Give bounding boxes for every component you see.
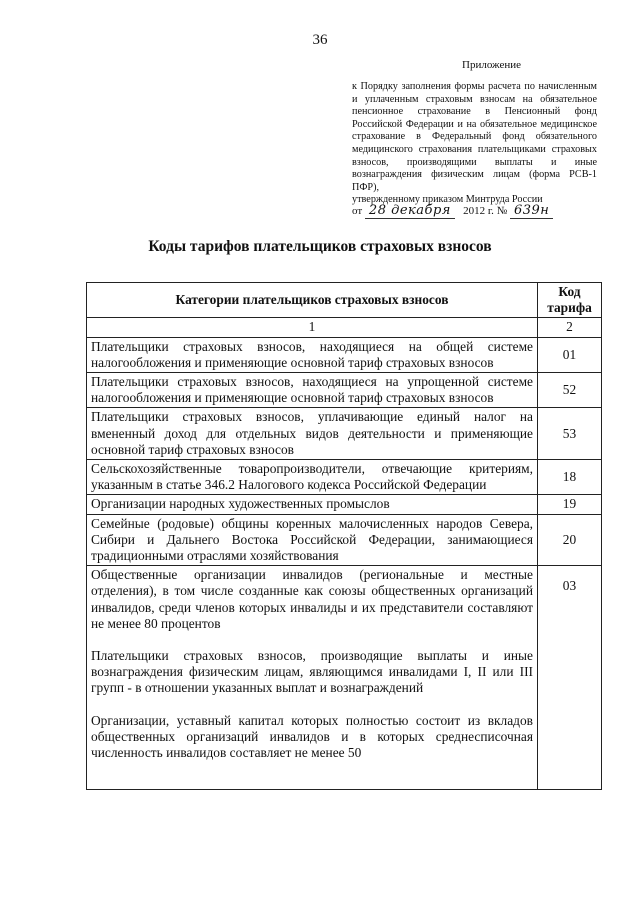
order-reference-text: к Порядку заполнения формы расчета по начисленным и уплаченным страховым взносам на обязательное пенсионное страхование в Пенсионный фонд Российской Федерации и на обязательное медицинское страхование в Федеральный фонд обязательного медицинского страхования плательщиками страховых взносов, производящими выплаты и иные вознаграждения физическим лицам (форма РСВ-1 ПФР), xyxy=(352,81,597,193)
number-sign: № xyxy=(496,205,508,217)
table-row-continued xyxy=(87,566,602,790)
handwritten-order-number: 639н xyxy=(510,203,553,219)
order-approved-by: утвержденному приказом Минтруда России xyxy=(352,194,543,206)
date-prefix: от xyxy=(352,205,363,217)
tariff-codes-table xyxy=(86,282,602,790)
row-category: Сельскохозяйственные товаропроизводители, отвечающие критериям, указанным в статье 346.2 Налогового кодекса Российской Федерации xyxy=(87,460,538,495)
row-category-multi xyxy=(87,566,538,790)
table-row xyxy=(87,408,602,460)
row-code: 01 xyxy=(538,337,602,372)
table-row xyxy=(87,495,602,514)
code-header xyxy=(538,283,602,318)
row-category: Организации народных художественных промыслов xyxy=(87,495,538,514)
row-code: 52 xyxy=(538,373,602,408)
document-title: Коды тарифов плательщиков страховых взносов xyxy=(148,238,492,255)
table-row xyxy=(87,514,602,566)
row-code: 18 xyxy=(538,460,602,495)
row-code: 03 xyxy=(538,566,602,790)
table-row xyxy=(87,337,602,372)
handwritten-date: 28 декабря xyxy=(365,203,455,219)
row-category: Плательщики страховых взносов, находящиеся на общей системе налогообложения и применяющие основной тариф страховых взносов xyxy=(87,337,538,372)
column-number-2: 2 xyxy=(538,318,602,337)
table-row xyxy=(87,373,602,408)
column-number-1: 1 xyxy=(87,318,538,337)
page-number: 36 xyxy=(312,32,328,48)
category-header: Категории плательщиков страховых взносов xyxy=(87,283,538,318)
order-year: 2012 г. xyxy=(463,205,494,217)
row-code: 53 xyxy=(538,408,602,460)
row-code: 20 xyxy=(538,514,602,566)
order-date-line xyxy=(352,203,602,218)
row-paragraph: Плательщики страховых взносов, производящие выплаты и иные вознаграждения физическим лицам, являющимся инвалидами I, II или III групп - в отношении указанных выплат и вознаграждений xyxy=(91,648,533,696)
row-paragraph: Общественные организации инвалидов (региональные и местные отделения), в том числе созданные как союзы общественных организаций инвалидов, среди членов которых инвалиды и их представители составляют не менее 80 процентов xyxy=(91,567,533,631)
table-row xyxy=(87,460,602,495)
row-code: 19 xyxy=(538,495,602,514)
row-paragraph: Организации, уставный капитал которых полностью состоит из вкладов общественных организаций инвалидов и в которых среднесписочная численность инвалидов составляет не менее 50 xyxy=(91,712,533,761)
row-category: Семейные (родовые) общины коренных малочисленных народов Севера, Сибири и Дальнего Востока Российской Федерации, занимающиеся традиционными отраслями хозяйствования xyxy=(87,514,538,566)
row-category: Плательщики страховых взносов, находящиеся на упрощенной системе налогообложения и применяющие основной тариф страховых взносов xyxy=(87,373,538,408)
row-category: Плательщики страховых взносов, уплачивающие единый налог на вмененный доход для отдельных видов деятельности и применяющие основной тариф страховых взносов xyxy=(87,408,538,460)
code-header-line2: тарифа xyxy=(547,300,592,316)
code-header-line1: Код xyxy=(558,284,581,299)
column-numbers-row xyxy=(87,318,602,337)
table-header-row xyxy=(87,283,602,318)
appendix-label: Приложение xyxy=(462,59,522,71)
order-reference xyxy=(352,81,597,207)
